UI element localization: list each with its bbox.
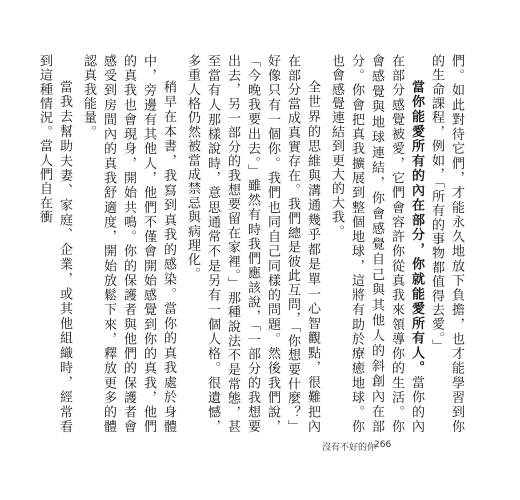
paragraph-2 <box>326 54 426 434</box>
paragraph-1-text: 們。如此對待它們，才能永久地放下負擔，也才能學習到你的生命課程，例如，「所有的事物都值得去愛。」 <box>429 54 464 434</box>
paragraph-2-lead: 當你能愛所有的內在部分，你就能愛所有人。 <box>409 80 424 376</box>
paragraph-5 <box>34 54 74 434</box>
paragraph-1 <box>426 54 466 434</box>
page-number: 266 <box>374 440 392 450</box>
page-footer <box>0 440 520 454</box>
paragraph-3 <box>182 54 322 434</box>
paragraph-5-text: 當我去幫助夫妻、家庭、企業，或其他組織時，經常看到這種情況。當人們自在衝 <box>37 54 72 434</box>
paragraph-4-text: 稍早在本書，我寫到真我的感染。當你的真我處於身體中，旁邊有其他人，他們不僅會開始感覺到你的真我，他們的真我也會現身，開始共鳴。你的保護者與他們的保護者會感受到房間內的真我舒適度，開始放鬆下來，釋放更多的體認真我能量。 <box>81 54 176 434</box>
running-title: 沒有不好的你 <box>322 443 377 453</box>
body-text <box>37 54 466 434</box>
paragraph-2-text: 當你的內在部分感覺被愛，它們會容許你從真我來領導你的生活。你會感覺與地球連結，你會感覺自己與其他人的斜創內在部分。你會把真我擴展到整個地球，這將有助於療癒地球。你也會感覺連結到更大的大我。 <box>329 54 424 434</box>
paragraph-4 <box>78 54 178 434</box>
paragraph-3-text: 全世界的思維與溝通幾乎都是單一心智觀點，很難把內在部分當成真實存在。我們總是彼此互問，「你想要什麼？」好像只有一個你。我們也同自己同樣的問題。然後我們說，「今晚我要出去。」雖然有時我們應該說，「一部分的我想要出去，另一部分的我想要留在家裡。」那種說法不是常態，甚至當有人那樣說時，意思通常不是另有一個人格。很遺憾，多重人格仍然被當成禁忌與病理化。 <box>185 54 320 434</box>
